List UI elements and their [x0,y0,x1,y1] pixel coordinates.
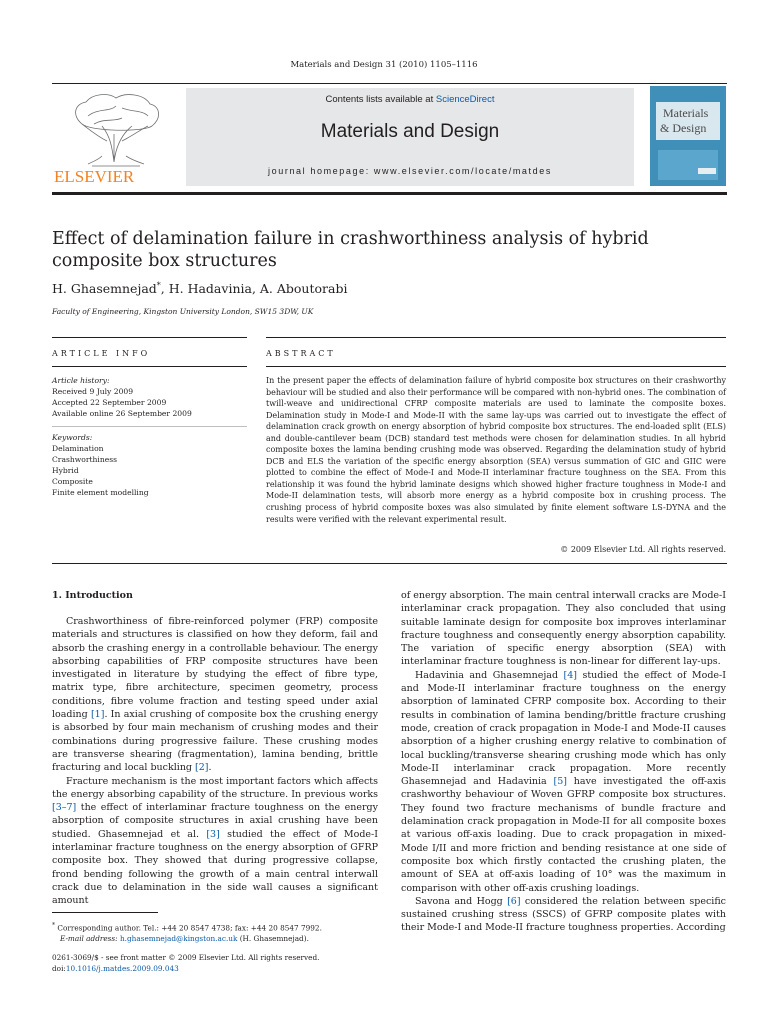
keyword: Composite [52,477,93,486]
paragraph: of energy absorption. The main central interwall cracks are Mode-I interlaminar crack propagation. They also concluded that using suitable laminate design for composite box improves interlaminar fracture toughness and consequently energy absorption capability. The variation of specific energy absorption (SEA) with interlaminar fracture toughness is non-linear for different lay-ups. [401,590,726,668]
header-rule-thick [52,192,727,195]
doi-link[interactable]: 10.1016/j.matdes.2009.09.043 [65,964,179,973]
article-history [52,375,247,419]
elsevier-logo[interactable] [52,86,186,186]
corresponding-author-mark[interactable]: * [156,281,161,290]
contents-line [186,94,634,105]
author-list [52,281,347,296]
email-suffix: (H. Ghasemnejad). [237,934,309,944]
page-footer [52,952,319,974]
author-ghasemnejad[interactable]: H. Ghasemnejad [52,281,157,297]
abstract-text: In the present paper the effects of delamination failure of hybrid composite box structures on their crashworthy behaviour will be studied and also their performance will be compared with non-hybrid ones. The combination of twill-weave and unidirectional CFRP composite materials are used to laminate the composite boxes. Delamination study in Mode-I and Mode-II with the same lay-ups was carried out to investigate the effect of delamination crack growth on energy absorption of hybrid composite box structures. The end-loaded split (ELS) and double-cantilever beam (DCB) standard test methods were chosen for delamination studies. In all hybrid composite boxes the lamina bending crushing mode was observed. Regarding the delamination study of hybrid DCB and ELS the variation of the specific energy absorption (SEA) versus summation of GIC and GIIC were plotted to combine the effect of Mode-I and Mode-II interlaminar fracture toughness on the SEA. From this relationship it was found the hybrid laminate designs which showed higher fracture toughness in Mode-I and Mode-II delamination tests, will absorb more energy as a hybrid composite box in crushing process. The crushing process of hybrid composite boxes was also simulated by finite element software LS-DYNA and the results were verified with the relevant experimental result. [266,376,726,524]
article-title: Effect of delamination failure in crashworthiness analysis of hybrid composite box structures [52,229,649,271]
accepted-date: Accepted 22 September 2009 [52,398,167,407]
citation-link[interactable]: [3–7] [52,802,77,814]
paragraph: Crashworthiness of fibre-reinforced polymer (FRP) composite materials and structures is classified on how they deform, fail and absorb the crashing energy in a controllable behaviour. The energy absorbing capabilities of FRP composite structures have been investigated in literature by studying the effect of fibre type, matrix type, fibre architecture, specimen geometry, process conditions, fibre volume fraction and testing speed under axial loading [1]. In axial crushing of composite box the crushing energy is absorbed by four main mechanism of crushing modes and their combinations during progressive failure. These crushing modes are transverse shearing (fragmentation), lamina bending, brittle fracturing and local buckling [2]. [52,616,378,774]
contents-prefix: Contents lists available at [325,94,436,105]
received-date: Received 9 July 2009 [52,387,134,396]
history-label: Article history: [52,376,110,385]
footnote-rule [52,912,158,913]
abstract-heading: ABSTRACT [266,349,336,358]
body-column-left [52,615,378,908]
author-others: , H. Hadavinia, A. Aboutorabi [160,281,348,297]
keyword: Hybrid [52,466,79,475]
online-date: Available online 26 September 2009 [52,409,192,418]
citation-link[interactable]: [4] [563,669,577,681]
affiliation: Faculty of Engineering, Kingston University London, SW15 3DW, UK [52,307,314,316]
abstract-rule-2 [266,366,726,367]
paragraph: Fracture mechanism is the most important factors which affects the energy absorbing capability of the structure. In previous works [3–7] the effect of interlaminar fracture toughness on the energy absorption of composite structures in axial crushing have been studied. Ghasemnejad et al. [3] studied the effect of Mode-I interlaminar fracture toughness on the energy absorption of GFRP composite box. They showed that during progressive collapse, frond bending following the growth of a main central interwall crack due to delamination in the side wall causes a significant amount [52,775,378,907]
keyword: Finite element modelling [52,488,149,497]
tree-icon [52,86,186,186]
citation-link[interactable]: [3] [206,828,220,840]
corresponding-author: Corresponding author. Tel.: +44 20 8547 4738; fax: +44 20 8547 7992. [55,923,322,933]
paragraph: Hadavinia and Ghasemnejad [4] studied the effect of Mode-I and Mode-II interlaminar fracture toughness on the energy absorption of laminated CFRP composite box. According to their results in combination of lamina bending/brittle fracture crushing mode, creation of crack propagation in Mode-I and Mode-II causes absorption of a higher crushing energy relative to combination of local buckling/transverse shearing crushing mode which has only Mode-II interlaminar crack propagation. More recently Ghasemnejad and Hadavinia [5] have investigated the off-axis crashworthy behaviour of Woven GFRP composite box structures. They found two fracture mechanisms of bundle fracture and delamination crack propagation in Mode-II for all composite boxes at various off-axis loading. Due to crack propagation in mixed-Mode I/II and more friction and bending resistance at one side of composite box which firstly contacted the crushing platen, the amount of SEA at off-axis loading of 10° was the maximum in comparison with other off-axis crushing loadings. [401,669,726,894]
doi-label: doi: [52,964,66,973]
abstract-end-rule [52,563,727,564]
journal-name: Materials and Design [320,121,500,142]
journal-cover-image [650,86,726,186]
keywords-label: Keywords: [52,433,93,442]
citation-link[interactable]: [1] [90,709,105,721]
email-link[interactable]: h.ghasemnejad@kingston.ac.uk [119,934,238,944]
keywords-divider [52,426,247,427]
sciencedirect-link[interactable]: ScienceDirect [435,94,495,105]
footnote-mark: * [52,922,56,929]
article-info-rule-2 [52,366,247,367]
article-info-heading: ARTICLE INFO [52,349,151,358]
article-info-rule [52,337,247,338]
keyword: Delamination [52,444,104,453]
citation-link[interactable]: [2] [195,762,209,774]
svg-text:ELSEVIER: ELSEVIER [54,167,135,186]
svg-text:& Design: & Design [660,121,707,135]
footnote [52,920,378,944]
citation-link[interactable]: [5] [553,776,567,788]
body-column-right [401,589,726,935]
abstract-copyright: © 2009 Elsevier Ltd. All rights reserved. [560,545,726,554]
keywords [52,432,247,498]
paragraph: Savona and Hogg [6] considered the relation between specific sustained crushing stress (SSCS) of GFRP composite plates with their Mode-I and Mode-II fracture toughness properties. According [401,895,726,934]
issn-line: 0261-3069/$ - see front matter © 2009 Elsevier Ltd. All rights reserved. [52,953,320,962]
journal-citation: Materials and Design 31 (2010) 1105–1116 [290,60,478,70]
svg-text:Materials: Materials [663,106,709,120]
journal-homepage[interactable]: journal homepage: www.elsevier.com/locate/matdes [268,166,552,176]
abstract-rule [266,337,726,338]
section-heading: 1. Introduction [52,590,133,601]
citation-link[interactable]: [6] [507,895,521,907]
email-label: E-mail address: [60,934,118,944]
keyword: Crashworthiness [52,455,118,464]
header-rule [52,83,727,84]
